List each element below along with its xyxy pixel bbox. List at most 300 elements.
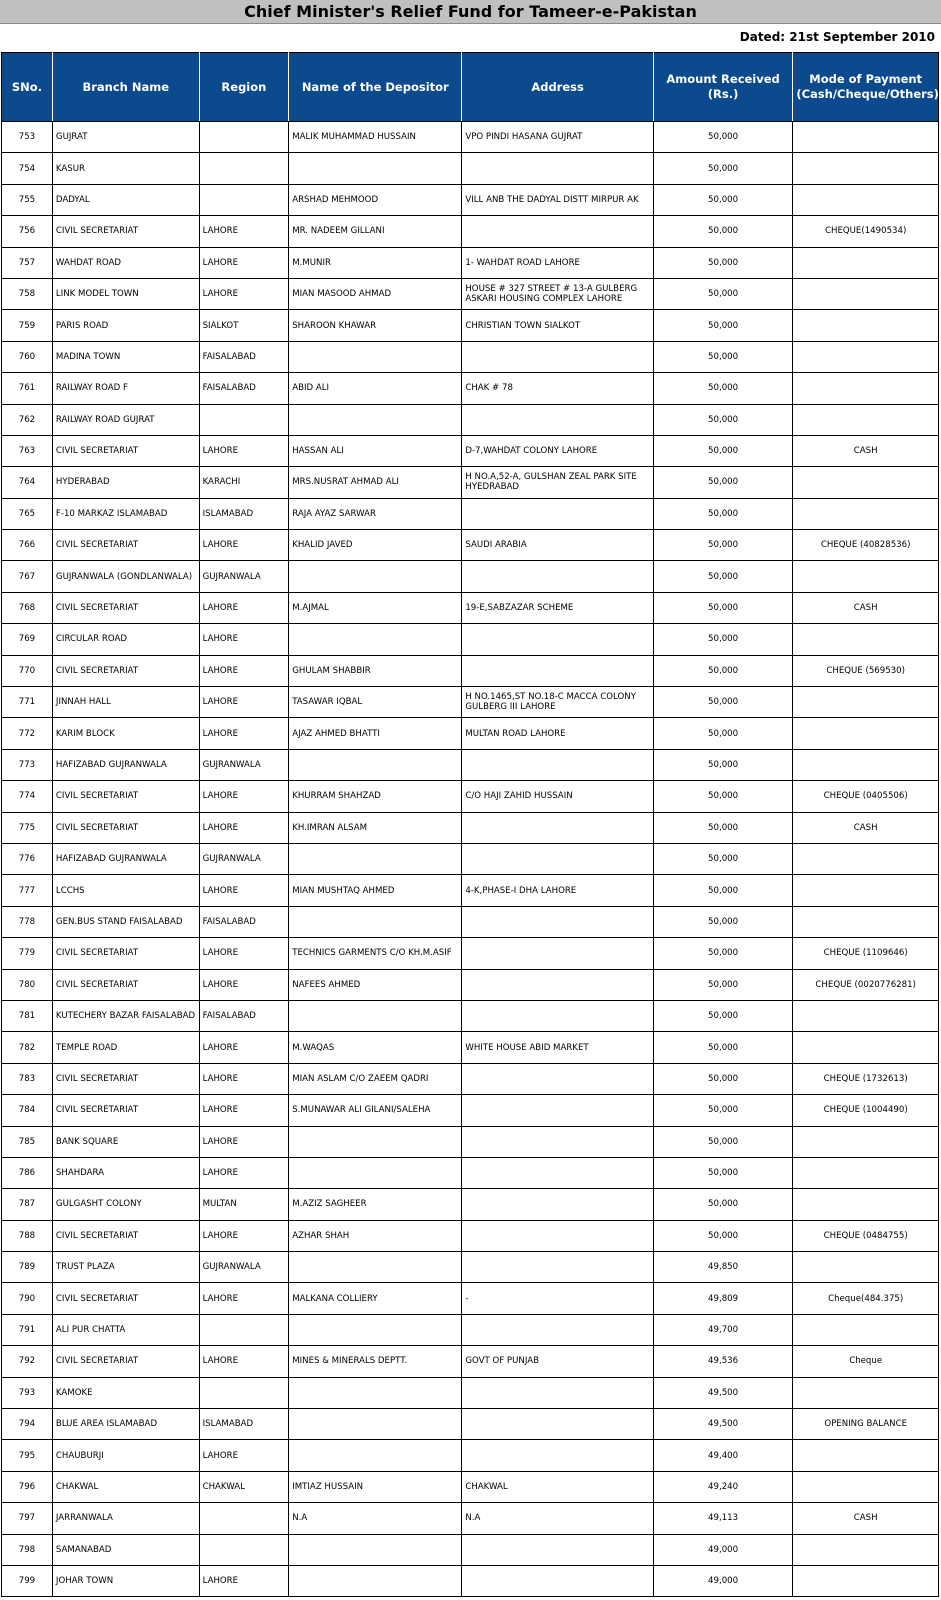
branch-cell: CIVIL SECRETARIAT [52,812,199,843]
mode-cell [793,498,939,529]
amount-cell: 49,240 [653,1471,793,1502]
col-header-mode: Mode of Payment (Cash/Cheque/Others) [793,53,939,122]
branch-cell: HAFIZABAD GUJRANWALA [52,749,199,780]
amount-cell: 49,000 [653,1534,793,1565]
table-row [2,247,939,278]
sno-cell: 771 [2,687,53,718]
amount-cell: 50,000 [653,1220,793,1251]
region-cell [199,122,289,153]
region-cell: FAISALABAD [199,1000,289,1031]
address-cell [462,1252,653,1283]
branch-cell: CHAKWAL [52,1471,199,1502]
branch-cell: LCCHS [52,875,199,906]
sno-cell: 789 [2,1252,53,1283]
table-row [2,1189,939,1220]
region-cell: GUJRANWALA [199,843,289,874]
region-cell [199,1377,289,1408]
depositor-cell: MIAN ASLAM C/O ZAEEM QADRI [289,1063,462,1094]
region-cell [199,404,289,435]
mode-cell [793,1534,939,1565]
address-cell [462,1440,653,1471]
sno-cell: 760 [2,341,53,372]
depositor-cell [289,1409,462,1440]
region-cell: LAHORE [199,718,289,749]
amount-cell: 49,536 [653,1346,793,1377]
depositor-cell: MIAN MUSHTAQ AHMED [289,875,462,906]
col-header-region: Region [199,53,289,122]
amount-cell: 50,000 [653,875,793,906]
depositor-cell [289,404,462,435]
amount-cell: 49,809 [653,1283,793,1314]
address-cell: CHAK # 78 [462,373,653,404]
address-cell: D-7,WAHDAT COLONY LAHORE [462,435,653,466]
table-row [2,278,939,309]
table-row [2,1503,939,1534]
table-row [2,1000,939,1031]
mode-cell: CHEQUE (1109646) [793,938,939,969]
col-header-address: Address [462,53,653,122]
sno-cell: 773 [2,749,53,780]
mode-cell [793,1157,939,1188]
address-cell: 19-E,SABZAZAR SCHEME [462,592,653,623]
depositor-cell: KHURRAM SHAHZAD [289,781,462,812]
sno-cell: 777 [2,875,53,906]
table-row [2,373,939,404]
address-cell [462,1377,653,1408]
branch-cell: KARIM BLOCK [52,718,199,749]
date-label: Dated: 21st September 2010 [739,30,935,44]
branch-cell: LINK MODEL TOWN [52,278,199,309]
address-cell: CHAKWAL [462,1471,653,1502]
amount-cell: 50,000 [653,561,793,592]
branch-cell: WAHDAT ROAD [52,247,199,278]
branch-cell: CIVIL SECRETARIAT [52,1220,199,1251]
mode-cell [793,624,939,655]
address-cell [462,1063,653,1094]
col-header-depositor: Name of the Depositor [289,53,462,122]
address-cell: WHITE HOUSE ABID MARKET [462,1032,653,1063]
depositor-cell [289,1252,462,1283]
mode-cell [793,1126,939,1157]
branch-cell: MADINA TOWN [52,341,199,372]
amount-cell: 50,000 [653,781,793,812]
mode-cell [793,1440,939,1471]
mode-cell [793,718,939,749]
amount-cell: 50,000 [653,278,793,309]
branch-cell: CIVIL SECRETARIAT [52,592,199,623]
mode-cell: CHEQUE (1004490) [793,1095,939,1126]
amount-cell: 50,000 [653,1126,793,1157]
mode-cell [793,1565,939,1596]
address-cell [462,1314,653,1345]
depositor-cell [289,1377,462,1408]
address-cell [462,341,653,372]
depositor-cell: RAJA AYAZ SARWAR [289,498,462,529]
table-row [2,1126,939,1157]
table-row [2,1534,939,1565]
address-cell [462,624,653,655]
sno-cell: 764 [2,467,53,498]
depositor-cell: M.AZIZ SAGHEER [289,1189,462,1220]
sno-cell: 776 [2,843,53,874]
table-row [2,655,939,686]
sno-cell: 763 [2,435,53,466]
address-cell [462,561,653,592]
address-cell: - [462,1283,653,1314]
depositor-cell [289,843,462,874]
region-cell: LAHORE [199,781,289,812]
amount-cell: 50,000 [653,341,793,372]
region-cell: GUJRANWALA [199,1252,289,1283]
region-cell: LAHORE [199,278,289,309]
depositor-cell: TASAWAR IQBAL [289,687,462,718]
region-cell: LAHORE [199,687,289,718]
table-row [2,1440,939,1471]
depositor-cell: MIAN MASOOD AHMAD [289,278,462,309]
address-cell [462,1409,653,1440]
table-row [2,969,939,1000]
branch-cell: PARIS ROAD [52,310,199,341]
region-cell: GUJRANWALA [199,749,289,780]
branch-cell: GULGASHT COLONY [52,1189,199,1220]
branch-cell: ALI PUR CHATTA [52,1314,199,1345]
depositor-cell [289,1440,462,1471]
mode-cell [793,561,939,592]
sno-cell: 765 [2,498,53,529]
table-row [2,687,939,718]
amount-cell: 49,850 [653,1252,793,1283]
mode-cell [793,749,939,780]
address-cell: CHRISTIAN TOWN SIALKOT [462,310,653,341]
table-row [2,498,939,529]
mode-cell: CASH [793,812,939,843]
depositor-cell: N.A [289,1503,462,1534]
branch-cell: SHAHDARA [52,1157,199,1188]
mode-cell [793,1000,939,1031]
table-row [2,938,939,969]
mode-cell [793,1377,939,1408]
sno-cell: 770 [2,655,53,686]
region-cell [199,1503,289,1534]
mode-cell [793,373,939,404]
sno-cell: 758 [2,278,53,309]
branch-cell: CIVIL SECRETARIAT [52,969,199,1000]
sno-cell: 795 [2,1440,53,1471]
address-cell: GOVT OF PUNJAB [462,1346,653,1377]
sno-cell: 787 [2,1189,53,1220]
mode-cell: CASH [793,592,939,623]
address-cell [462,1220,653,1251]
mode-cell [793,1314,939,1345]
col-header-amount: Amount Received (Rs.) [653,53,793,122]
mode-cell [793,1252,939,1283]
table-row [2,624,939,655]
amount-cell: 50,000 [653,435,793,466]
table-row [2,1095,939,1126]
amount-cell: 50,000 [653,655,793,686]
mode-cell: CHEQUE(1490534) [793,216,939,247]
depositor-cell [289,1314,462,1345]
sno-cell: 774 [2,781,53,812]
sno-cell: 793 [2,1377,53,1408]
mode-cell: Cheque(484.375) [793,1283,939,1314]
mode-cell [793,278,939,309]
branch-cell: RAILWAY ROAD GUJRAT [52,404,199,435]
region-cell: SIALKOT [199,310,289,341]
sno-cell: 788 [2,1220,53,1251]
region-cell [199,153,289,184]
sno-cell: 767 [2,561,53,592]
address-cell [462,655,653,686]
table-row [2,310,939,341]
sno-cell: 786 [2,1157,53,1188]
branch-cell: KAMOKE [52,1377,199,1408]
address-cell: VPO PINDI HASANA GUJRAT [462,122,653,153]
address-cell: 4-K,PHASE-I DHA LAHORE [462,875,653,906]
region-cell: LAHORE [199,1095,289,1126]
address-cell [462,1126,653,1157]
table-row [2,906,939,937]
branch-cell: DADYAL [52,184,199,215]
mode-cell [793,341,939,372]
branch-cell: GUJRANWALA (GONDLANWALA) [52,561,199,592]
branch-cell: CIVIL SECRETARIAT [52,781,199,812]
mode-cell [793,1189,939,1220]
region-cell: LAHORE [199,435,289,466]
address-cell [462,1565,653,1596]
table-row [2,781,939,812]
region-cell: LAHORE [199,1440,289,1471]
branch-cell: TEMPLE ROAD [52,1032,199,1063]
depositor-cell: S.MUNAWAR ALI GILANI/SALEHA [289,1095,462,1126]
sno-cell: 794 [2,1409,53,1440]
depositor-cell [289,1534,462,1565]
table-row [2,1471,939,1502]
table-row [2,875,939,906]
mode-cell: CHEQUE (0484755) [793,1220,939,1251]
mode-cell [793,122,939,153]
sno-cell: 782 [2,1032,53,1063]
branch-cell: CIVIL SECRETARIAT [52,530,199,561]
sno-cell: 768 [2,592,53,623]
amount-cell: 49,113 [653,1503,793,1534]
table-header [2,53,939,122]
table-row [2,1032,939,1063]
page-title: Chief Minister's Relief Fund for Tameer-e-Pakistan [0,0,941,24]
amount-cell: 50,000 [653,592,793,623]
table-row [2,435,939,466]
table-row [2,184,939,215]
branch-cell: HYDERABAD [52,467,199,498]
sno-cell: 775 [2,812,53,843]
amount-cell: 50,000 [653,530,793,561]
depositor-cell: ARSHAD MEHMOOD [289,184,462,215]
depositor-cell: M.MUNIR [289,247,462,278]
sno-cell: 785 [2,1126,53,1157]
sno-cell: 756 [2,216,53,247]
relief-fund-table [1,52,939,1597]
depositor-cell: KHALID JAVED [289,530,462,561]
depositor-cell [289,624,462,655]
sno-cell: 761 [2,373,53,404]
address-cell [462,1157,653,1188]
table-row [2,153,939,184]
sno-cell: 753 [2,122,53,153]
branch-cell: JINNAH HALL [52,687,199,718]
region-cell: LAHORE [199,655,289,686]
amount-cell: 50,000 [653,247,793,278]
depositor-cell [289,1157,462,1188]
depositor-cell: MRS.NUSRAT AHMAD ALI [289,467,462,498]
branch-cell: TRUST PLAZA [52,1252,199,1283]
amount-cell: 50,000 [653,1000,793,1031]
address-cell [462,1000,653,1031]
address-cell [462,216,653,247]
branch-cell: CIVIL SECRETARIAT [52,216,199,247]
mode-cell: CHEQUE (40828536) [793,530,939,561]
depositor-cell: GHULAM SHABBIR [289,655,462,686]
address-cell: H NO.1465,ST NO.18-C MACCA COLONY GULBERG III LAHORE [462,687,653,718]
mode-cell: CHEQUE (0405506) [793,781,939,812]
region-cell: LAHORE [199,216,289,247]
amount-cell: 50,000 [653,467,793,498]
region-cell: LAHORE [199,1220,289,1251]
table-row [2,1565,939,1596]
address-cell [462,153,653,184]
depositor-cell: MALIK MUHAMMAD HUSSAIN [289,122,462,153]
sno-cell: 779 [2,938,53,969]
address-cell [462,498,653,529]
region-cell: LAHORE [199,812,289,843]
amount-cell: 50,000 [653,1157,793,1188]
mode-cell: CHEQUE (1732613) [793,1063,939,1094]
branch-cell: JARRANWALA [52,1503,199,1534]
depositor-cell: KH.IMRAN ALSAM [289,812,462,843]
table-row [2,1220,939,1251]
amount-cell: 50,000 [653,812,793,843]
depositor-cell: HASSAN ALI [289,435,462,466]
address-cell [462,1534,653,1565]
depositor-cell [289,1126,462,1157]
mode-cell [793,1471,939,1502]
address-cell [462,404,653,435]
table-row [2,530,939,561]
branch-cell: CIVIL SECRETARIAT [52,1346,199,1377]
address-cell [462,1189,653,1220]
depositor-cell [289,906,462,937]
branch-cell: CIVIL SECRETARIAT [52,435,199,466]
address-cell [462,906,653,937]
mode-cell [793,247,939,278]
depositor-cell: MR. NADEEM GILLANI [289,216,462,247]
col-header-sno: SNo. [2,53,53,122]
sno-cell: 754 [2,153,53,184]
table-row [2,341,939,372]
sno-cell: 762 [2,404,53,435]
table-row [2,122,939,153]
branch-cell: CIVIL SECRETARIAT [52,655,199,686]
region-cell: LAHORE [199,1346,289,1377]
sno-cell: 797 [2,1503,53,1534]
amount-cell: 50,000 [653,1189,793,1220]
depositor-cell: AZHAR SHAH [289,1220,462,1251]
table-row [2,1063,939,1094]
branch-cell: HAFIZABAD GUJRANWALA [52,843,199,874]
amount-cell: 50,000 [653,938,793,969]
mode-cell [793,153,939,184]
amount-cell: 50,000 [653,122,793,153]
region-cell: LAHORE [199,1032,289,1063]
sno-cell: 769 [2,624,53,655]
depositor-cell: M.WAQAS [289,1032,462,1063]
table-row [2,216,939,247]
table-row [2,561,939,592]
branch-cell: RAILWAY ROAD F [52,373,199,404]
branch-cell: KASUR [52,153,199,184]
sno-cell: 781 [2,1000,53,1031]
mode-cell [793,184,939,215]
address-cell [462,969,653,1000]
region-cell [199,1314,289,1345]
amount-cell: 50,000 [653,310,793,341]
address-cell [462,1095,653,1126]
col-header-branch: Branch Name [52,53,199,122]
depositor-cell: NAFEES AHMED [289,969,462,1000]
branch-cell: CIVIL SECRETARIAT [52,938,199,969]
amount-cell: 50,000 [653,843,793,874]
sno-cell: 755 [2,184,53,215]
depositor-cell: IMTIAZ HUSSAIN [289,1471,462,1502]
sno-cell: 784 [2,1095,53,1126]
table-row [2,1314,939,1345]
mode-cell [793,843,939,874]
region-cell: LAHORE [199,592,289,623]
address-cell [462,749,653,780]
sno-cell: 792 [2,1346,53,1377]
sno-cell: 780 [2,969,53,1000]
header-row [2,53,939,122]
depositor-cell: TECHNICS GARMENTS C/O KH.M.ASIF [289,938,462,969]
mode-cell: OPENING BALANCE [793,1409,939,1440]
mode-cell [793,310,939,341]
amount-cell: 50,000 [653,216,793,247]
mode-cell: CASH [793,1503,939,1534]
mode-cell [793,687,939,718]
region-cell: GUJRANWALA [199,561,289,592]
region-cell: LAHORE [199,875,289,906]
mode-cell: CASH [793,435,939,466]
mode-cell [793,875,939,906]
region-cell: FAISALABAD [199,906,289,937]
amount-cell: 49,000 [653,1565,793,1596]
address-cell: HOUSE # 327 STREET # 13-A GULBERG ASKARI HOUSING COMPLEX LAHORE [462,278,653,309]
table-row [2,812,939,843]
sno-cell: 796 [2,1471,53,1502]
sno-cell: 790 [2,1283,53,1314]
table-row [2,1157,939,1188]
address-cell: MULTAN ROAD LAHORE [462,718,653,749]
sno-cell: 759 [2,310,53,341]
table-row [2,718,939,749]
region-cell: FAISALABAD [199,373,289,404]
depositor-cell [289,561,462,592]
region-cell: LAHORE [199,1126,289,1157]
sno-cell: 799 [2,1565,53,1596]
depositor-cell: AJAZ AHMED BHATTI [289,718,462,749]
depositor-cell: ABID ALI [289,373,462,404]
address-cell [462,843,653,874]
region-cell: LAHORE [199,247,289,278]
